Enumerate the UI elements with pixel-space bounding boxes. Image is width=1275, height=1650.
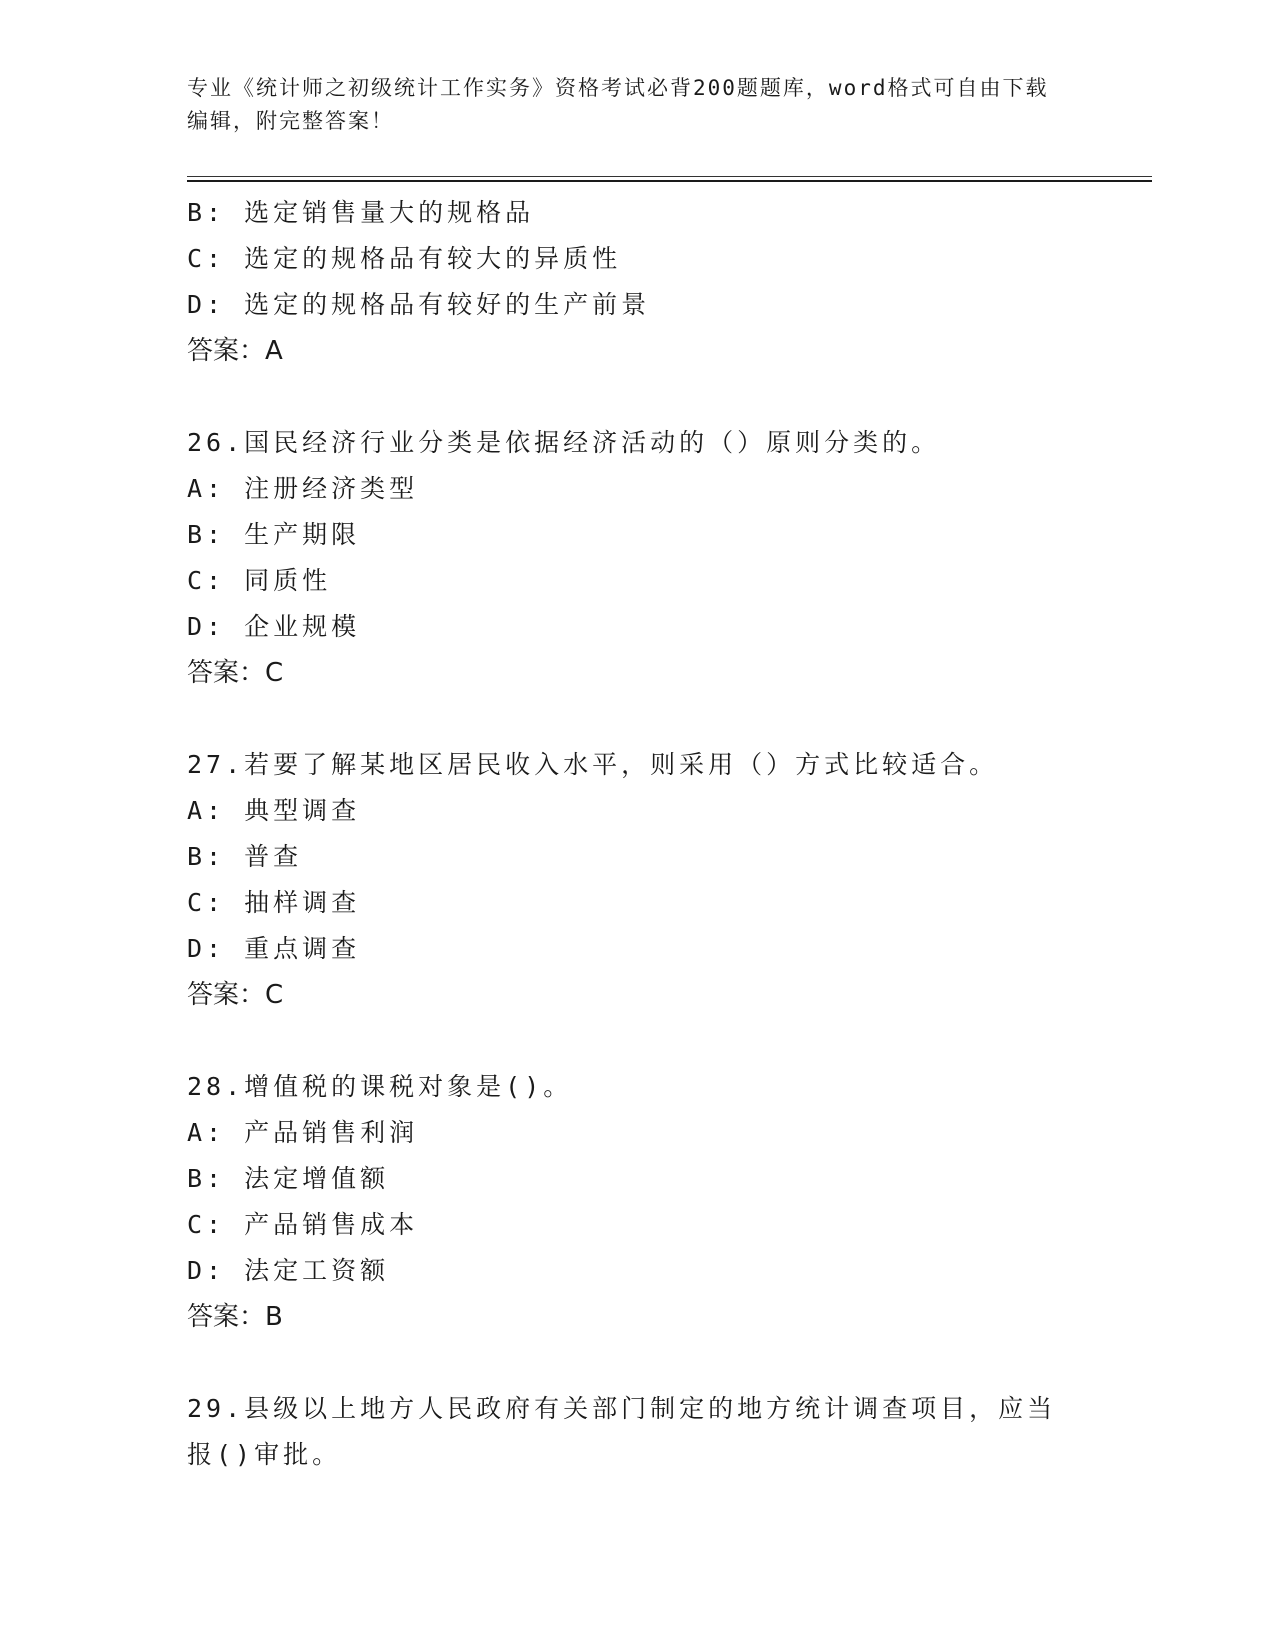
option-d: D: 选定的规格品有较好的生产前景: [187, 290, 651, 319]
question-block-29: [187, 1386, 1087, 1478]
question-stem: 27.若要了解某地区居民收入水平，则采用（）方式比较适合。: [187, 750, 999, 779]
option-a: A: 典型调查: [187, 796, 361, 825]
header-divider-thin: [187, 176, 1152, 177]
answer-text: 答案：B: [187, 1302, 283, 1332]
question-block-27: [187, 742, 1087, 1018]
option-b: B: 选定销售量大的规格品: [187, 198, 535, 227]
option-c: C: 同质性: [187, 566, 332, 595]
option-b: B: 生产期限: [187, 520, 361, 549]
question-stem: 28.增值税的课税对象是()。: [187, 1072, 573, 1101]
option-d: D: 法定工资额: [187, 1256, 390, 1285]
question-block-28: [187, 1064, 1087, 1340]
option-c: C: 抽样调查: [187, 888, 361, 917]
spacer: [187, 374, 1087, 420]
option-d: D: 企业规模: [187, 612, 361, 641]
option-c: C: 产品销售成本: [187, 1210, 419, 1239]
option-c: C: 选定的规格品有较大的异质性: [187, 244, 622, 273]
header-divider-thick: [187, 180, 1152, 182]
option-a: A: 产品销售利润: [187, 1118, 419, 1147]
answer-text: 答案：C: [187, 980, 284, 1010]
document-header: 专业《统计师之初级统计工作实务》资格考试必背200题题库，word格式可自由下载编辑，附完整答案！: [187, 76, 1049, 133]
question-stem: 29.县级以上地方人民政府有关部门制定的地方统计调查项目，应当报()审批。: [187, 1394, 1057, 1469]
option-a: A: 注册经济类型: [187, 474, 419, 503]
spacer: [187, 1018, 1087, 1064]
answer-text: 答案：C: [187, 658, 284, 688]
spacer: [187, 1340, 1087, 1386]
question-stem: 26.国民经济行业分类是依据经济活动的（）原则分类的。: [187, 428, 941, 457]
question-list: [187, 190, 1087, 1478]
option-b: B: 普查: [187, 842, 303, 871]
answer-text: 答案：A: [187, 336, 283, 366]
question-block-26: [187, 420, 1087, 696]
question-block-25: [187, 190, 1087, 374]
spacer: [187, 696, 1087, 742]
option-b: B: 法定增值额: [187, 1164, 390, 1193]
option-d: D: 重点调查: [187, 934, 361, 963]
